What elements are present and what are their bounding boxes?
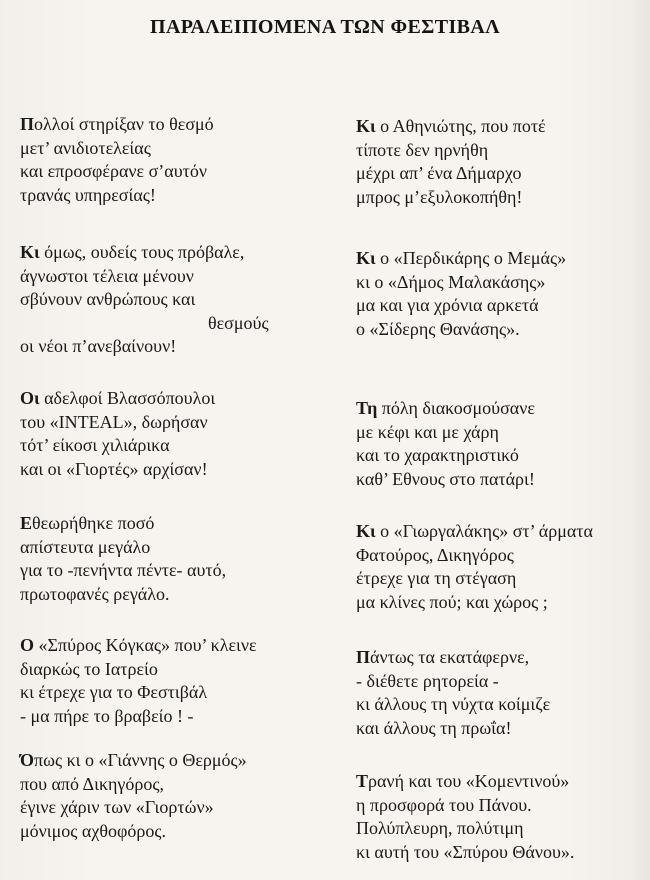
stanza-right-5 <box>356 646 650 740</box>
stanza-line: έγινε χάριν των «Γιορτών» <box>20 797 214 818</box>
stanza-line: απίστευτα μεγάλο <box>20 536 151 557</box>
stanza-line: οι νέοι π’ανεβαίνουν! <box>20 336 177 357</box>
stanza-lead: Τ <box>356 771 369 791</box>
stanza-line: - διέθετε ρητορεία - <box>356 670 499 691</box>
stanza-line: Πολύπλευρη, πολύτιμη <box>356 818 524 839</box>
stanza-line: μετ’ ανιδιοτελείας <box>20 137 151 158</box>
stanza-left-4 <box>20 512 320 606</box>
stanza-line: πρωτοφανές ρεγάλο. <box>20 583 170 604</box>
stanza-line: σβύνουν ανθρώπους και <box>20 289 196 310</box>
stanza-line: διαρκώς το Ιατρείο <box>20 658 158 679</box>
stanza-line <box>356 520 650 544</box>
stanza-line: μα κλίνες πού; και χώρος ; <box>356 591 548 612</box>
stanza-right-1 <box>356 115 650 209</box>
stanza-line: και άλλους τη πρωΐα! <box>356 717 512 738</box>
stanza-line <box>20 113 320 137</box>
stanza-lead: Τη <box>356 398 378 418</box>
stanza-line: μέχρι απ’ ένα Δήμαρχο <box>356 163 522 184</box>
stanza-line: τίποτε δεν ηρνήθη <box>356 139 489 160</box>
stanza-lead: Ό <box>20 750 35 770</box>
stanza-right-2 <box>356 247 650 341</box>
stanza-first-line: ο Αθηνιώτης, που ποτέ <box>375 116 546 136</box>
stanza-right-3 <box>356 397 650 491</box>
stanza-line <box>356 115 650 139</box>
stanza-lead: Π <box>356 647 371 667</box>
stanza-line: καθ’ Εθνους στο πατάρι! <box>356 468 535 489</box>
stanza-first-line: ρανή και του «Κομεντινού» <box>368 771 570 791</box>
stanza-first-line: όμως, ουδείς τους πρόβαλε, <box>39 242 245 262</box>
stanza-line: για το -πενήντα πέντε- αυτό, <box>20 560 227 581</box>
stanza-right-4 <box>356 520 650 614</box>
stanza-line <box>356 646 650 670</box>
stanza-first-line: ο «Γιωργαλάκης» στ’ άρματα <box>375 521 593 541</box>
stanza-line: μα και για χρόνια αρκετά <box>356 295 539 316</box>
stanza-line: κι έτρεχε για το Φεστιβάλ <box>20 682 208 703</box>
stanza-line: κι ο «Δήμος Μαλακάσης» <box>356 271 546 292</box>
stanza-first-line: πως κι ο «Γιάννης ο Θερμός» <box>34 750 247 770</box>
stanza-line <box>20 634 320 658</box>
stanza-line: έτρεχε για τη στέγαση <box>356 568 517 589</box>
stanza-line: μόνιμος αχθοφόρος. <box>20 820 166 841</box>
stanza-left-3 <box>20 387 320 481</box>
stanza-line <box>356 397 650 421</box>
stanza-line <box>20 512 320 536</box>
stanza-left-5 <box>20 634 320 728</box>
stanza-line <box>20 749 320 773</box>
stanza-left-6 <box>20 749 320 843</box>
stanza-line: μπρος μ’εξυλοκοπήθη! <box>356 186 523 207</box>
stanza-line: τότ’ είκοσι χιλιάρικα <box>20 435 170 456</box>
stanza-line: και επροσφέρανε σ’αυτόν <box>20 161 207 182</box>
stanza-lead: Ο <box>20 635 35 655</box>
stanza-line <box>20 241 320 265</box>
stanza-lead: Ε <box>20 513 33 533</box>
stanza-line <box>20 387 320 411</box>
stanza-line: - μα πήρε το βραβείο ! - <box>20 705 194 726</box>
stanza-line: κι αυτή του «Σπύρου Θάνου». <box>356 841 575 862</box>
stanza-line: κι άλλους τη νύχτα κοίμιζε <box>356 694 551 715</box>
stanza-line: ο «Σίδερης Θανάσης». <box>356 318 520 339</box>
stanza-line: άγνωστοι τέλεια μένουν <box>20 265 194 286</box>
stanza-first-line: ολλοί στηρίξαν το θεσμό <box>34 114 214 134</box>
stanza-line: Φατούρος, Δικηγόρος <box>356 544 514 565</box>
stanza-line <box>356 247 650 271</box>
stanza-line: και οι «Γιορτές» αρχίσαν! <box>20 458 208 479</box>
stanza-right-6 <box>356 770 650 864</box>
stanza-left-1 <box>20 113 320 207</box>
stanza-line: με κέφι και με χάρη <box>356 421 499 442</box>
stanza-first-line: πόλη διακοσμούσανε <box>377 398 535 418</box>
stanza-lead: Κι <box>20 242 40 262</box>
stanza-first-line: άντως τα εκατάφερνε, <box>370 647 530 667</box>
stanza-line: του «INTEAL», δωρήσαν <box>20 411 208 432</box>
stanza-first-line: ο «Περδικάρης ο Μεμάς» <box>375 248 567 268</box>
stanza-first-line: «Σπύρος Κόγκας» που’ κλεινε <box>34 635 257 655</box>
stanza-lead: Κι <box>356 248 376 268</box>
stanza-lead: Οι <box>20 388 40 408</box>
stanza-lead: Κι <box>356 116 376 136</box>
stanza-first-line: θεωρήθηκε ποσό <box>32 513 155 533</box>
stanza-lead: Π <box>20 114 35 134</box>
stanza-line: και το χαρακτηριστικό <box>356 445 519 466</box>
stanza-line: η προσφορά του Πάνου. <box>356 794 532 815</box>
stanza-left-2 <box>20 241 320 359</box>
stanza-lead: Κι <box>356 521 376 541</box>
stanza-line <box>356 770 650 794</box>
stanza-line: τρανάς υπηρεσίας! <box>20 184 156 205</box>
page-title: ΠΑΡΑΛΕΙΠΟΜΕΝΑ ΤΩΝ ΦΕΣΤΙΒΑΛ <box>149 16 500 38</box>
stanza-line: που από Δικηγόρος, <box>20 773 164 794</box>
stanza-line: θεσμούς <box>208 312 269 333</box>
stanza-first-line: αδελφοί Βλασσόπουλοι <box>39 388 216 408</box>
